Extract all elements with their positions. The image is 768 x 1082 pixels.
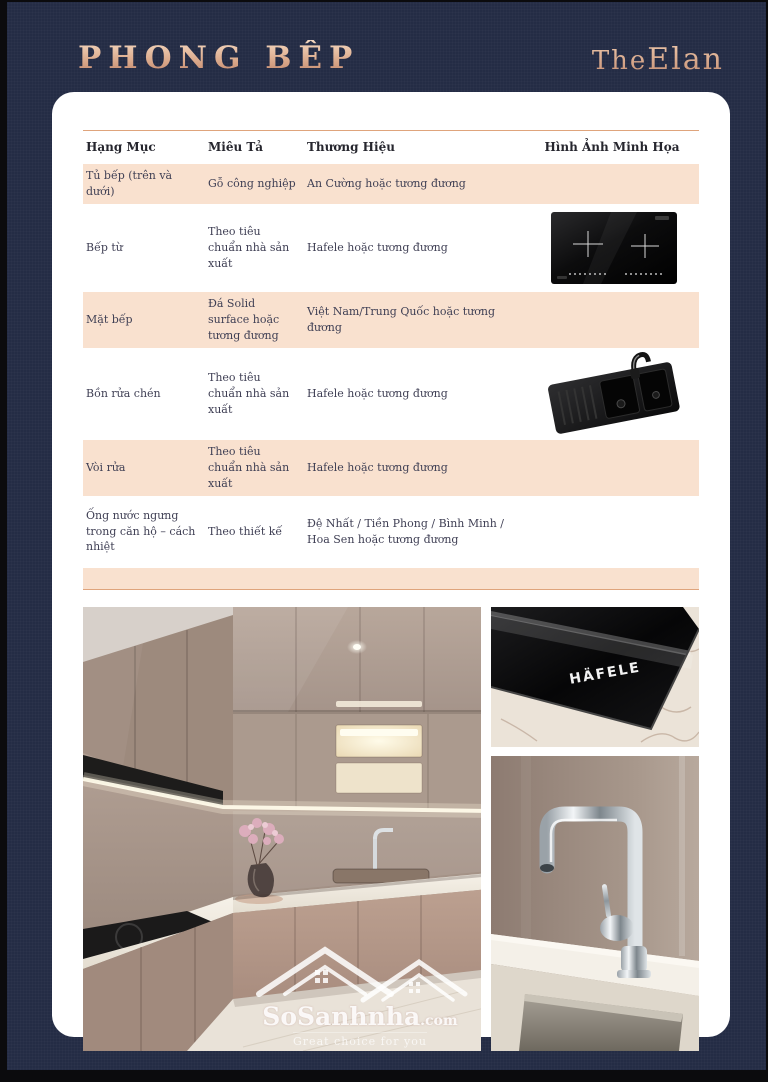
cell-category: Bếp từ <box>86 240 123 254</box>
cell-description: Đá Solid surface hoặc tương đương <box>208 296 280 342</box>
table-header-row <box>83 130 699 164</box>
cell-description: Theo thiết kế <box>208 524 283 538</box>
table-footer-band <box>83 568 699 590</box>
specification-table <box>83 130 699 590</box>
table-row <box>83 496 699 568</box>
cell-description: Theo tiêu chuẩn nhà sản xuất <box>208 444 290 490</box>
cell-category: Ống nước ngưng trong căn hộ – cách nhiệt <box>86 508 196 554</box>
logo-the: The <box>591 46 648 76</box>
header-brand: Thương Hiệu <box>307 139 395 154</box>
induction-cooktop-image <box>528 210 699 286</box>
brochure-page <box>7 2 766 1070</box>
cell-description: Gỗ công nghiệp <box>208 176 296 190</box>
cell-brand: Hafele hoặc tương đương <box>307 460 448 474</box>
cell-description: Theo tiêu chuẩn nhà sản xuất <box>208 224 290 270</box>
cell-category: Mặt bếp <box>86 312 133 326</box>
faucet-photo <box>491 756 699 1051</box>
table-row <box>83 204 699 292</box>
cell-category: Vòi rửa <box>86 460 126 474</box>
table-row <box>83 440 699 496</box>
cell-brand: Hafele hoặc tương đương <box>307 240 448 254</box>
content-card <box>52 92 730 1048</box>
header-category: Hạng Mục <box>86 139 156 154</box>
cell-description: Theo tiêu chuẩn nhà sản xuất <box>208 370 290 416</box>
project-logo <box>592 42 724 77</box>
photo-gallery <box>83 607 699 1051</box>
page-title: PHONG BẾP <box>78 40 360 76</box>
cell-category: Bồn rửa chén <box>86 386 161 400</box>
cell-brand: Việt Nam/Trung Quốc hoặc tương đương <box>307 304 495 334</box>
table-row <box>83 164 699 204</box>
table-row <box>83 292 699 348</box>
header-description: Miêu Tả <box>208 139 264 154</box>
black-sink-image <box>528 349 699 439</box>
cell-brand: An Cường hoặc tương đương <box>307 176 466 190</box>
page-header <box>7 2 766 90</box>
table-row <box>83 348 699 440</box>
watermark-tagline: Great choice for you <box>293 1032 427 1048</box>
cell-brand: Hafele hoặc tương đương <box>307 386 448 400</box>
watermark-brand: SoSanhnha.com <box>262 1001 458 1031</box>
hafele-cooktop-photo <box>491 607 699 747</box>
cell-category: Tủ bếp (trên và dưới) <box>86 169 173 198</box>
header-image: Hình Ảnh Minh Họa <box>544 139 680 154</box>
hafele-logo-text: HÄFELE <box>568 659 643 688</box>
cell-brand: Đệ Nhất / Tiền Phong / Bình Minh / Hoa Sen hoặc tương đương <box>307 516 505 546</box>
logo-name: Elan <box>647 42 724 77</box>
kitchen-photo <box>83 607 481 1051</box>
photo-right-column <box>491 607 699 1051</box>
